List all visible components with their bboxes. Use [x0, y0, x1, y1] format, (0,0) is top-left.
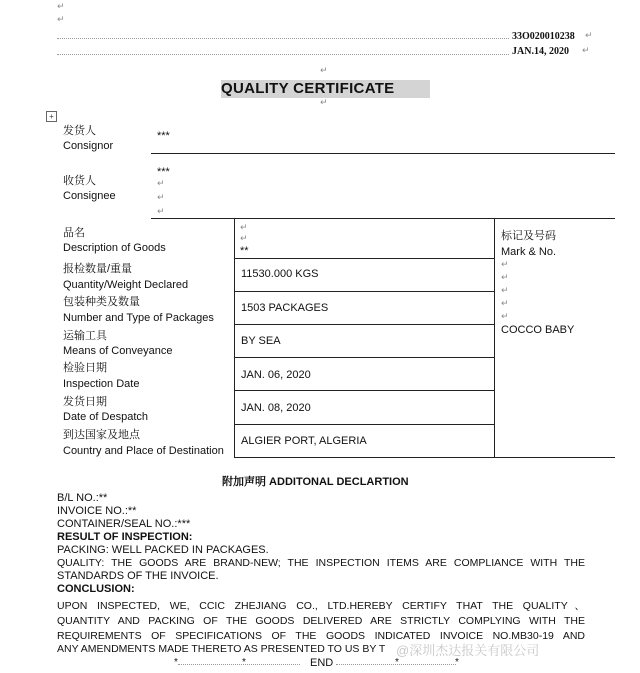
conclusion-line: REQUIREMENTS OF SPECIFICATIONS OF THE GOODS INDICATED INVOICE NO.MB30-19 AND: [57, 630, 585, 642]
paragraph-mark: ↵: [501, 299, 509, 309]
marks-label-cn: 标记及号码: [501, 230, 556, 242]
destination-value: ALGIER PORT, ALGERIA: [241, 435, 367, 447]
consignee-value: ***: [157, 166, 170, 178]
paragraph-mark: ↵: [240, 223, 248, 233]
destination-label-en: Country and Place of Destination: [63, 445, 224, 457]
footer-star: *: [455, 657, 459, 668]
table-move-handle-icon[interactable]: +: [46, 111, 57, 122]
paragraph-mark: ↵: [57, 2, 65, 12]
header-leader-dots: [57, 38, 509, 39]
inspection-date-label-cn: 检验日期: [63, 362, 107, 374]
description-label-cn: 品名: [63, 227, 85, 239]
conclusion-line: QUANTITY AND PACKING OF THE GOODS DELIVERED ARE STRICTLY COMPLYING WITH THE: [57, 615, 585, 627]
footer-star: *: [242, 657, 246, 668]
paragraph-mark: ↵: [582, 46, 590, 56]
quantity-label-en: Quantity/Weight Declared: [63, 279, 189, 291]
description-value: **: [240, 245, 249, 257]
table-row-line: [234, 291, 494, 292]
packages-value: 1503 PACKAGES: [241, 302, 329, 314]
conclusion-heading: CONCLUSION:: [57, 583, 135, 595]
despatch-date-label-en: Date of Despatch: [63, 411, 148, 423]
paragraph-mark: ↵: [57, 15, 65, 25]
declaration-heading: 附加声明 ADDITONAL DECLARTION: [222, 476, 409, 488]
quality-result-line: QUALITY: THE GOODS ARE BRAND-NEW; THE INSPECTION ITEMS ARE COMPLIANCE WITH THE: [57, 557, 585, 569]
end-marker: END: [310, 657, 334, 669]
invoice-number: INVOICE NO.:**: [57, 505, 137, 517]
packing-result: PACKING: WELL PACKED IN PACKAGES.: [57, 544, 269, 556]
table-row-line: [234, 324, 494, 325]
consignor-underline: [151, 153, 615, 154]
inspection-date-value: JAN. 06, 2020: [241, 369, 311, 381]
quantity-value: 11530.000 KGS: [241, 268, 319, 280]
consignor-label-en: Consignor: [63, 140, 114, 152]
footer-star: *: [174, 657, 178, 668]
consignor-label-cn: 发货人: [63, 125, 96, 137]
footer-leader-dots: [178, 664, 300, 665]
consignor-value: ***: [157, 130, 170, 142]
quality-result-line: STANDARDS OF THE INVOICE.: [57, 570, 219, 582]
page-title: QUALITY CERTIFICATE: [221, 80, 430, 98]
conveyance-value: BY SEA: [241, 335, 281, 347]
paragraph-mark: ↵: [157, 193, 165, 203]
certificate-number: 33O020010238: [512, 31, 575, 42]
table-row-line: [234, 390, 494, 391]
paragraph-mark: ↵: [585, 31, 593, 41]
inspection-date-label-en: Inspection Date: [63, 378, 140, 390]
result-heading: RESULT OF INSPECTION:: [57, 531, 193, 543]
header-leader-dots: [57, 54, 509, 55]
paragraph-mark: ↵: [240, 234, 248, 244]
quantity-label-cn: 报检数量/重量: [63, 263, 133, 275]
destination-label-cn: 到达国家及地点: [63, 429, 140, 441]
paragraph-mark: ↵: [320, 98, 328, 108]
bl-number: B/L NO.:**: [57, 492, 108, 504]
table-row-line: [234, 424, 494, 425]
watermark-text: @深圳杰达报关有限公司: [396, 643, 540, 658]
paragraph-mark: ↵: [501, 273, 509, 283]
table-bottom-line: [234, 457, 615, 458]
conclusion-line: ANY AMENDMENTS MADE THERETO AS PRESENTED TO US BY T: [57, 643, 386, 655]
despatch-date-label-cn: 发货日期: [63, 396, 107, 408]
marks-label-en: Mark & No.: [501, 246, 557, 258]
despatch-date-value: JAN. 08, 2020: [241, 402, 311, 414]
table-row-line: [234, 357, 494, 358]
conveyance-label-en: Means of Conveyance: [63, 345, 173, 357]
paragraph-mark: ↵: [157, 207, 165, 217]
marks-value: COCCO BABY: [501, 324, 575, 336]
consignee-label-cn: 收货人: [63, 175, 96, 187]
conclusion-line: UPON INSPECTED, WE, CCIC ZHEJIANG CO., LTD.HEREBY CERTIFY THAT THE QUALITY、: [57, 600, 585, 612]
consignee-label-en: Consignee: [63, 190, 116, 202]
table-divider: [494, 218, 495, 458]
description-label-en: Description of Goods: [63, 242, 166, 254]
paragraph-mark: ↵: [320, 66, 328, 76]
paragraph-mark: ↵: [501, 312, 509, 322]
table-row-line: [234, 258, 494, 259]
paragraph-mark: ↵: [501, 260, 509, 270]
packages-label-en: Number and Type of Packages: [63, 312, 214, 324]
footer-star: *: [395, 657, 399, 668]
certificate-date: JAN.14, 2020: [512, 46, 569, 57]
table-divider: [234, 218, 235, 458]
paragraph-mark: ↵: [157, 179, 165, 189]
container-seal-number: CONTAINER/SEAL NO.:***: [57, 518, 191, 530]
consignee-underline: [151, 218, 615, 219]
paragraph-mark: ↵: [501, 286, 509, 296]
conveyance-label-cn: 运输工具: [63, 330, 107, 342]
packages-label-cn: 包装种类及数量: [63, 296, 140, 308]
